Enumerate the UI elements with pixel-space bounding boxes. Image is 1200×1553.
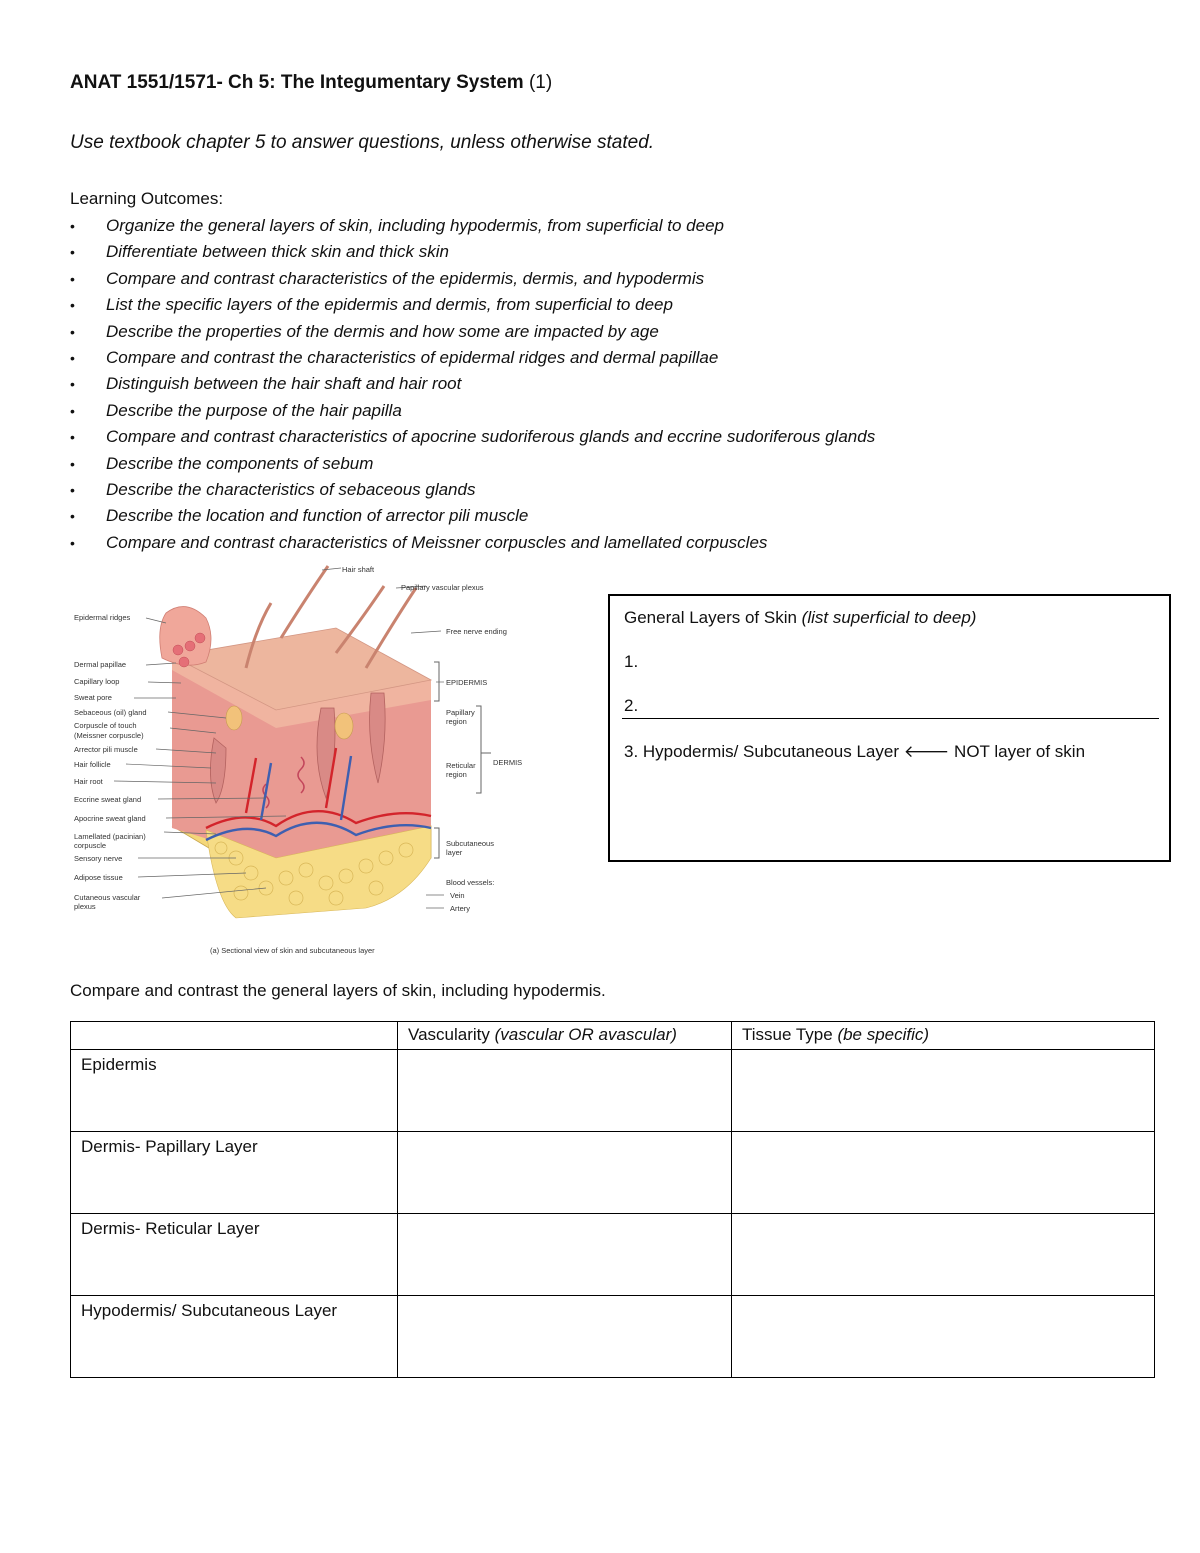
label-papillary-region: Papillary — [446, 708, 475, 717]
bullet-icon: • — [70, 323, 75, 340]
answer-cell[interactable] — [398, 1296, 732, 1378]
layer-3-hypodermis: 3. Hypodermis/ Subcutaneous Layer 🡐 NOT layer of skin — [624, 742, 1086, 761]
answer-cell[interactable] — [732, 1214, 1155, 1296]
region-brackets — [434, 662, 491, 858]
row-label-hypodermis: Hypodermis/ Subcutaneous Layer — [71, 1296, 398, 1378]
label-dermis: DERMIS — [493, 758, 523, 767]
label-hair-root: Hair root — [74, 777, 103, 786]
list-item: • List the specific layers of the epidermis and dermis, from superficial to deep — [70, 292, 875, 318]
list-item: • Describe the purpose of the hair papilla — [70, 398, 875, 424]
label-free-nerve-ending: Free nerve ending — [446, 627, 507, 636]
bullet-icon: • — [70, 508, 75, 525]
list-item: • Organize the general layers of skin, including hypodermis, from superficial to deep — [70, 213, 875, 239]
learning-outcomes-list — [70, 213, 875, 556]
label-dermal-papillae: Dermal papillae — [74, 660, 127, 669]
label-epidermis: EPIDERMIS — [446, 678, 488, 687]
label-sebaceous-gland: Sebaceous (oil) gland — [74, 708, 147, 717]
bullet-icon: • — [70, 218, 75, 234]
label-sensory-nerve: Sensory nerve — [74, 854, 123, 863]
bullet-icon: • — [70, 534, 75, 551]
bullet-icon: • — [70, 455, 75, 472]
label-eccrine-gland: Eccrine sweat gland — [74, 795, 142, 804]
label-subcutaneous: Subcutaneous — [446, 839, 494, 848]
table-row — [71, 1050, 1155, 1132]
label-reticular-region: Reticular — [446, 761, 476, 770]
list-item: • Describe the characteristics of sebaceous glands — [70, 477, 875, 503]
label-lamellated-corpuscle: Lamellated (pacinian) — [74, 832, 146, 841]
table-row — [71, 1296, 1155, 1378]
list-item: • Compare and contrast the characteristics of epidermal ridges and dermal papillae — [70, 345, 875, 371]
label-meissner-corpuscle: (Meissner corpuscle) — [74, 731, 144, 740]
list-item: • Describe the properties of the dermis and how some are impacted by age — [70, 319, 875, 345]
label-epidermal-ridges: Epidermal ridges — [74, 613, 131, 622]
list-item: • Describe the location and function of arrector pili muscle — [70, 503, 875, 529]
learning-outcomes-heading: Learning Outcomes: — [70, 189, 224, 208]
label-reticular-region-2: region — [446, 770, 467, 779]
list-item: • Compare and contrast characteristics of apocrine sudoriferous glands and eccrine sudoriferous glands — [70, 424, 875, 450]
header-cell-blank — [71, 1022, 398, 1050]
table-header-row — [71, 1022, 1155, 1050]
bullet-icon: • — [70, 376, 75, 393]
table-row — [71, 1214, 1155, 1296]
label-artery: Artery — [450, 904, 471, 913]
answer-cell[interactable] — [398, 1132, 732, 1214]
bullet-icon: • — [70, 244, 75, 261]
layer-2-answer[interactable]: 2. — [624, 696, 639, 715]
label-vein: Vein — [450, 891, 465, 900]
bullet-icon: • — [70, 429, 75, 446]
header-tissue-type: Tissue Type (be specific) — [732, 1022, 1155, 1050]
answer-cell[interactable] — [398, 1214, 732, 1296]
label-papillary-region-2: region — [446, 717, 467, 726]
left-arrow-icon: 🡐 — [903, 742, 950, 761]
divider-line — [622, 718, 1159, 719]
answer-cell[interactable] — [398, 1050, 732, 1132]
label-papillary-plexus: Papillary vascular plexus — [401, 583, 484, 592]
list-item: • Compare and contrast characteristics of the epidermis, dermis, and hypodermis — [70, 266, 875, 292]
label-lamellated-corpuscle-2: corpuscle — [74, 841, 107, 850]
label-cutaneous-plexus: Cutaneous vascular — [74, 893, 141, 902]
bullet-icon: • — [70, 270, 75, 287]
label-capillary-loop: Capillary loop — [74, 677, 120, 686]
answer-cell[interactable] — [732, 1296, 1155, 1378]
list-item: • Describe the components of sebum — [70, 451, 875, 477]
answer-cell[interactable] — [732, 1132, 1155, 1214]
list-item: • Differentiate between thick skin and thick skin — [70, 239, 875, 265]
bullet-icon: • — [70, 349, 75, 366]
label-subcutaneous-2: layer — [446, 848, 463, 857]
row-label-epidermis: Epidermis — [71, 1050, 398, 1132]
label-adipose-tissue: Adipose tissue — [74, 873, 123, 882]
title-text: ANAT 1551/1571- Ch 5: The Integumentary System — [70, 72, 524, 93]
bullet-icon: • — [70, 402, 75, 419]
label-arrector-pili: Arrector pili muscle — [74, 745, 138, 754]
label-hair-follicle: Hair follicle — [74, 760, 111, 769]
answer-cell[interactable] — [732, 1050, 1155, 1132]
table-row — [71, 1132, 1155, 1214]
compare-prompt: Compare and contrast the general layers of skin, including hypodermis. — [70, 981, 606, 1000]
layers-box-title: General Layers of Skin (list superficial to deep) — [624, 608, 977, 627]
header-vascularity: Vascularity (vascular OR avascular) — [398, 1022, 732, 1050]
row-label-reticular: Dermis- Reticular Layer — [71, 1214, 398, 1296]
list-item: • Distinguish between the hair shaft and hair root — [70, 371, 875, 397]
label-blood-vessels: Blood vessels: — [446, 878, 495, 887]
figure-caption: (a) Sectional view of skin and subcutaneous layer — [210, 946, 375, 955]
list-item: • Compare and contrast characteristics of Meissner corpuscles and lamellated corpuscles — [70, 530, 875, 556]
label-corpuscle-of-touch: Corpuscle of touch — [74, 721, 137, 730]
title-number: (1) — [528, 72, 553, 93]
comparison-table — [70, 1021, 1155, 1378]
row-label-papillary: Dermis- Papillary Layer — [71, 1132, 398, 1214]
bullet-icon: • — [70, 297, 75, 314]
skin-diagram-figure — [66, 558, 523, 960]
general-layers-box — [608, 594, 1171, 862]
label-apocrine-gland: Apocrine sweat gland — [74, 814, 146, 823]
label-cutaneous-plexus-2: plexus — [74, 902, 96, 911]
bullet-icon: • — [70, 481, 75, 498]
label-hair-shaft: Hair shaft — [342, 565, 375, 574]
page-subtitle: Use textbook chapter 5 to answer questions, unless otherwise stated. — [70, 132, 655, 153]
layer-1-answer[interactable]: 1. — [624, 652, 639, 671]
skin-cross-section-illustration — [66, 558, 523, 960]
page-title — [70, 72, 552, 94]
label-sweat-pore: Sweat pore — [74, 693, 112, 702]
